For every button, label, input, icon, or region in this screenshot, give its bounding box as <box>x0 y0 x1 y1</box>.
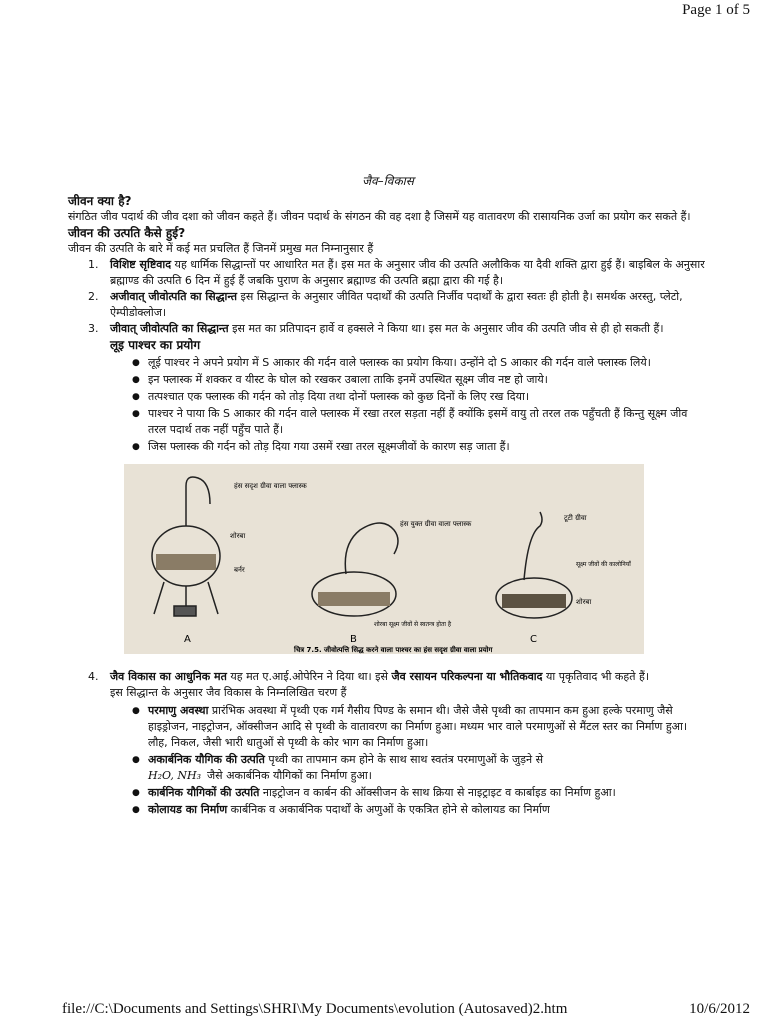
list-item <box>132 802 708 818</box>
theory-name: विशिष्ट सृष्टिवाद <box>110 258 172 271</box>
theory-name: अजीवात् जीवोत्पति का सिद्धान्त <box>110 290 237 303</box>
list-item: ● जिस फ्लास्क की गर्दन को तोड़ दिया गया उसमें रखा तरल सूक्ष्मजीवों के कारण सड़ जाता हैं। <box>132 439 708 455</box>
paragraph-definition: संगठित जीव पदार्थ की जीव दशा को जीवन कहते हैं। जीवन पदार्थ के संगठन की वह दशा है जिसमें यह वातावरण की रासायनिक उर्जा का प्रयोग कर सकते हैं। <box>68 210 691 223</box>
stage-name: कार्बनिक यौगिकों की उत्पति <box>148 786 260 799</box>
question-heading-1: जीवन क्या है? <box>68 194 132 208</box>
theory-2 <box>88 289 708 321</box>
label-colonies: सूक्ष्म जीवों की कालोनियाँ <box>576 561 631 568</box>
list-item: ● लूई पाश्चर ने अपने प्रयोग में S आकार की गर्दन वाले फ्लास्क का प्रयोग किया। उन्होंने दो S आकार की गर्दन वाले फ्लास्क लिये। <box>132 355 708 371</box>
label-hans-yukt: हंस युक्त ग्रीवा वाला फ्लास्क <box>400 520 472 528</box>
list-item: ● तत्पश्चात एक फ्लास्क की गर्दन को तोड़ दिया तथा दोनों फ्लास्क को कुछ दिनों के लिए रख दिया। <box>132 389 708 405</box>
label-broken-neck: टूटी ग्रीवा <box>564 514 587 522</box>
theory-name: जीवात् जीवोत्पति का सिद्धान्त <box>110 322 229 335</box>
label-b: B <box>350 634 357 645</box>
theory-name-2: जैव रसायन परिकल्पना या भौतिकवाद <box>391 670 543 683</box>
list-item <box>132 752 708 784</box>
pasteur-bullet-list <box>132 355 708 455</box>
stage-name: कोलायड का निर्माण <box>148 803 228 816</box>
page-number: Page 1 of 5 <box>682 2 750 18</box>
stage-text-after: जैसे अकार्बनिक यौगिकों का निर्माण हुआ। <box>207 769 372 782</box>
label-broth-c: शोरबा <box>576 598 592 606</box>
document-body <box>68 173 708 819</box>
stage-name: अकार्बनिक यौगिक की उत्पति <box>148 753 265 766</box>
stage-text: पृथ्वी का तापमान कम होने के साथ साथ स्वतंत्र परमाणुओं के जुड़ने से <box>264 753 544 766</box>
theory-text: यह मत ए.आई.ओपेरिन ने दिया था। इसे <box>226 670 392 683</box>
label-burner: बर्नर <box>234 566 245 574</box>
theory-number: 2. <box>88 290 99 303</box>
chemical-formula: H₂O, NH₃ <box>148 769 201 782</box>
theory-number: 3. <box>88 322 99 335</box>
theory-number: 1. <box>88 258 99 271</box>
figure-caption: चित्र 7.5. जीवोत्पत्ति सिद्ध करने वाला पाश्चर का हंस सदृश ग्रीवा वाला प्रयोग <box>294 646 493 654</box>
stage-text: नाइट्रोजन व कार्बन की ऑक्सीजन के साथ क्रिया से नाइट्राइट व कार्बाइड का निर्माण हुआ। <box>259 786 616 799</box>
list-item: ● इन फ्लास्क में शक्कर व यीस्ट के घोल को रखकर उबाला ताकि इनमें उपस्थित सूक्ष्म जीव नष्ट हो जाये। <box>132 372 708 388</box>
theory-3 <box>88 321 708 337</box>
list-item <box>132 785 708 801</box>
list-item: ● पाश्चर ने पाया कि S आकार की गर्दन वाले फ्लास्क में रखा तरल सड़ता नहीं हैं क्योंकि इसमें वायु तो तरल तक पहुँचती हैं किन्तु सूक्ष्म जीव तरल पदार्थ तक नहीं पहुँच पाते हैं। <box>132 406 708 438</box>
theory-name: जैव विकास का आधुनिक मत <box>110 670 227 683</box>
theory-4 <box>88 669 708 685</box>
footer-date: 10/6/2012 <box>689 1001 750 1017</box>
stage-text: प्रारंभिक अवस्था में पृथ्वी एक गर्म गैसीय पिण्ड के समान थी। जैसे जैसे पृथ्वी का तापमान कम हुआ हल्के परमाणु जैसे हाइड्रोजन, नाइट्रोजन, ऑक्सीजन आदि से पृथ्वी के वातावरण का निर्माण हुआ। मध्यम भार वाले परमाणुओं से मैंटल स्तर का निर्माण हुआ। लौह, निकल, जैसी भारी धातुओं से पृथ्वी के कोर भाग का निर्माण हुआ। <box>148 704 688 749</box>
label-hans-neck: हंस सदृश ग्रीवा वाला फ्लास्क <box>234 482 307 490</box>
theory-text: इस मत का प्रतिपादन हार्वे व हक्सले ने किया था। इस मत के अनुसार जीव की उत्पति जीव से ही हो सकती हैं। <box>228 322 664 335</box>
theory-text-2: या पृकृतिवाद भी कहते हैं। <box>542 670 649 683</box>
stage-text: कार्बनिक व अकार्बनिक पदार्थों के अणुओं के एकत्रित होने से कोलायड का निर्माण <box>227 803 550 816</box>
theory-text: इस सिद्धान्त के अनुसार जीवित पदार्थों की उत्पति निर्जीव पदार्थों के द्वारा स्वतः ही होती है। समर्थक अरस्तु, प्लेटो, ऐम्पीडोक्लोज। <box>110 290 683 319</box>
theory-1 <box>88 257 708 289</box>
list-item <box>132 703 708 751</box>
theory-text: यह धार्मिक सिद्धान्तों पर आधारित मत हैं। इस मत के अनुसार जीव की उत्पति अलौकिक या दैवी शक्ति द्वारा हुई हैं। बाइबिल के अनुसार ब्रह्माण्ड की उत्पति 6 दिन में हुई हैं जबकि पुराण के अनुसार ब्रह्माण्ड की उत्पति ब्रह्मा द्वारा की गई है। <box>110 258 705 287</box>
theory-number: 4. <box>88 670 99 683</box>
label-c: C <box>530 634 537 645</box>
footer-file-path: file://C:\Documents and Settings\SHRI\My Documents\evolution (Autosaved)2.htm <box>62 1001 568 1017</box>
pasteur-flask-figure <box>124 464 644 654</box>
label-broth-a: शोरबा <box>230 532 246 540</box>
stages-list <box>132 703 708 818</box>
pasteur-heading: लूइ पाश्चर का प्रयोग <box>110 338 201 352</box>
stage-name: परमाणु अवस्था <box>148 704 209 717</box>
question-heading-2: जीवन की उत्पति कैसे हुई? <box>68 226 186 240</box>
paragraph-intro: जीवन की उत्पति के बारे में कई मत प्रचलित हैं जिनमें प्रमुख मत निम्नानुसार हैं <box>68 242 374 255</box>
stages-intro: इस सिद्धान्त के अनुसार जैव विकास के निम्नलिखित चरण हैं <box>110 686 347 699</box>
label-broth-micro: शोरबा सूक्ष्म जीवों से स्वतन्त्र होता है <box>374 621 452 628</box>
document-title: जैव–विकास <box>362 174 414 188</box>
label-a: A <box>184 634 191 645</box>
